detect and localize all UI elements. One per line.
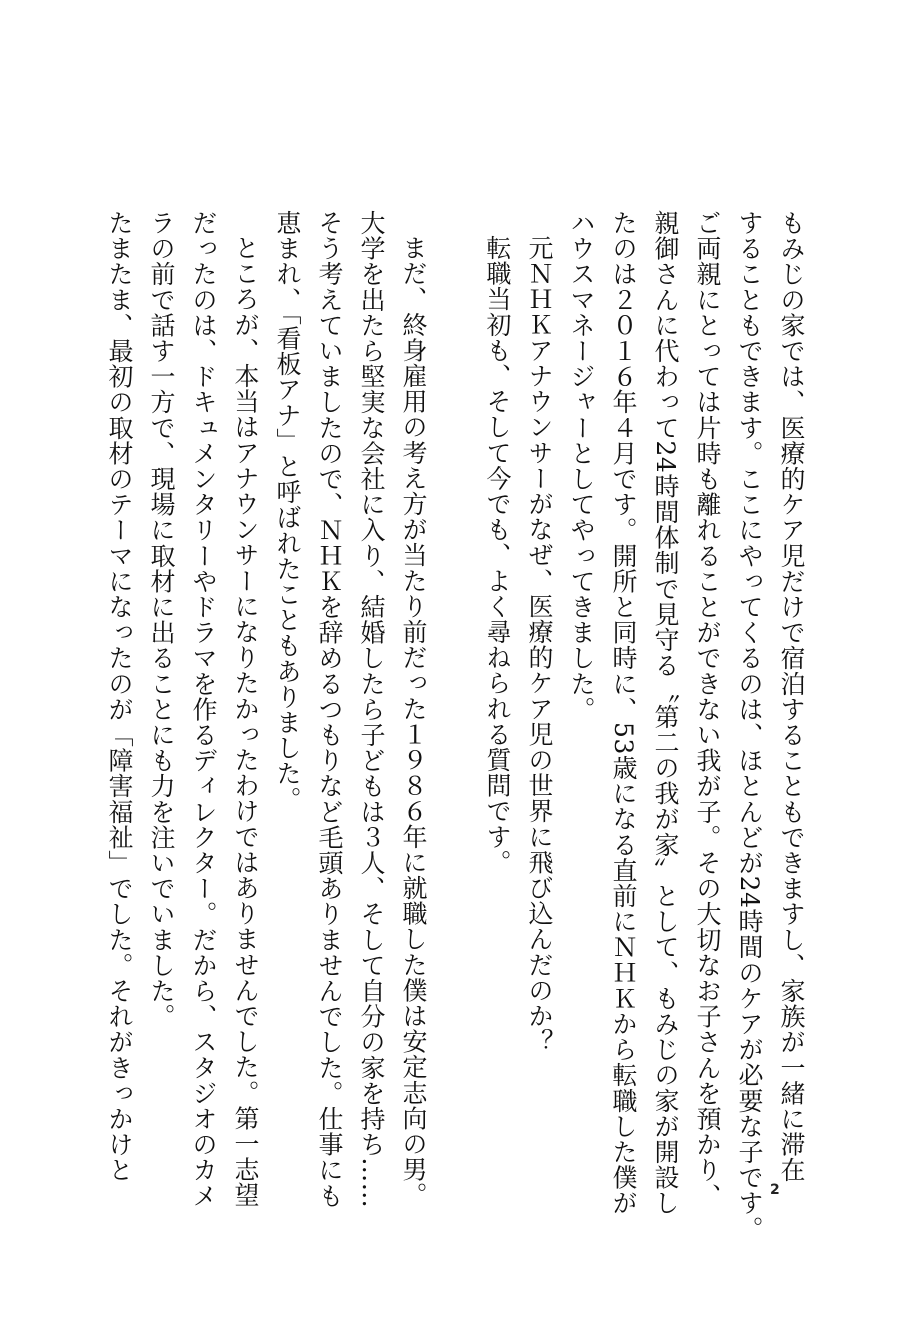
- text-column-11: そう考えていましたので、ＮＨＫを辞めるつもりなど毛頭ありませんでした。仕事にも: [315, 210, 344, 1209]
- text-column-4: 親御さんに代わって24時間体制で見守る〝第二の我が家〟として、もみじの家が開設し: [651, 210, 680, 1216]
- text-column-12: 恵まれ、「看板アナ」と呼ばれたこともありました。: [273, 210, 302, 812]
- page-number: 2: [770, 1182, 780, 1198]
- text-column-6: ハウスマネージャーとしてやってきました。: [567, 210, 596, 722]
- text-column-8: 転職当初も、そして今でも、よく尋ねられる質問です。: [483, 235, 512, 875]
- text-column-3: ご両親にとっては片時も離れることができない我が子。その大切なお子さんを預かり、: [693, 210, 722, 1209]
- text-column-1: もみじの家では、医療的ケア児だけで宿泊することもできますし、家族が一緒に滞在: [777, 210, 806, 1183]
- text-column-5: たのは２０１６年４月です。開所と同時に、53歳になる直前にＮＨＫから転職した僕が: [609, 210, 638, 1216]
- text-column-7: 元ＮＨＫアナウンサーがなぜ、医療的ケア児の世界に飛び込んだのか？: [525, 235, 554, 1055]
- text-column-2: することもできます。ここにやってくるのは、ほとんどが24時間のケアが必要な子です。: [735, 210, 764, 1242]
- text-column-14: だったのは、ドキュメンタリーやドラマを作るディレクター。だから、スタジオのカメ: [189, 210, 218, 1209]
- text-column-15: ラの前で話す一方で、現場に取材に出ることにも力を注いでいました。: [147, 210, 176, 1030]
- text-column-13: ところが、本当はアナウンサーになりたかったわけではありませんでした。第一志望: [231, 235, 260, 1208]
- text-column-16: たまたま、最初の取材のテーマになったのが「障害福祉」でした。それがきっかけと: [105, 210, 134, 1183]
- text-column-9: まだ、終身雇用の考え方が当たり前だった１９８６年に就職した僕は安定志向の男。: [399, 235, 428, 1208]
- text-column-10: 大学を出たら堅実な会社に入り、結婚したら子どもは３人、そして自分の家を持ち……: [357, 210, 386, 1209]
